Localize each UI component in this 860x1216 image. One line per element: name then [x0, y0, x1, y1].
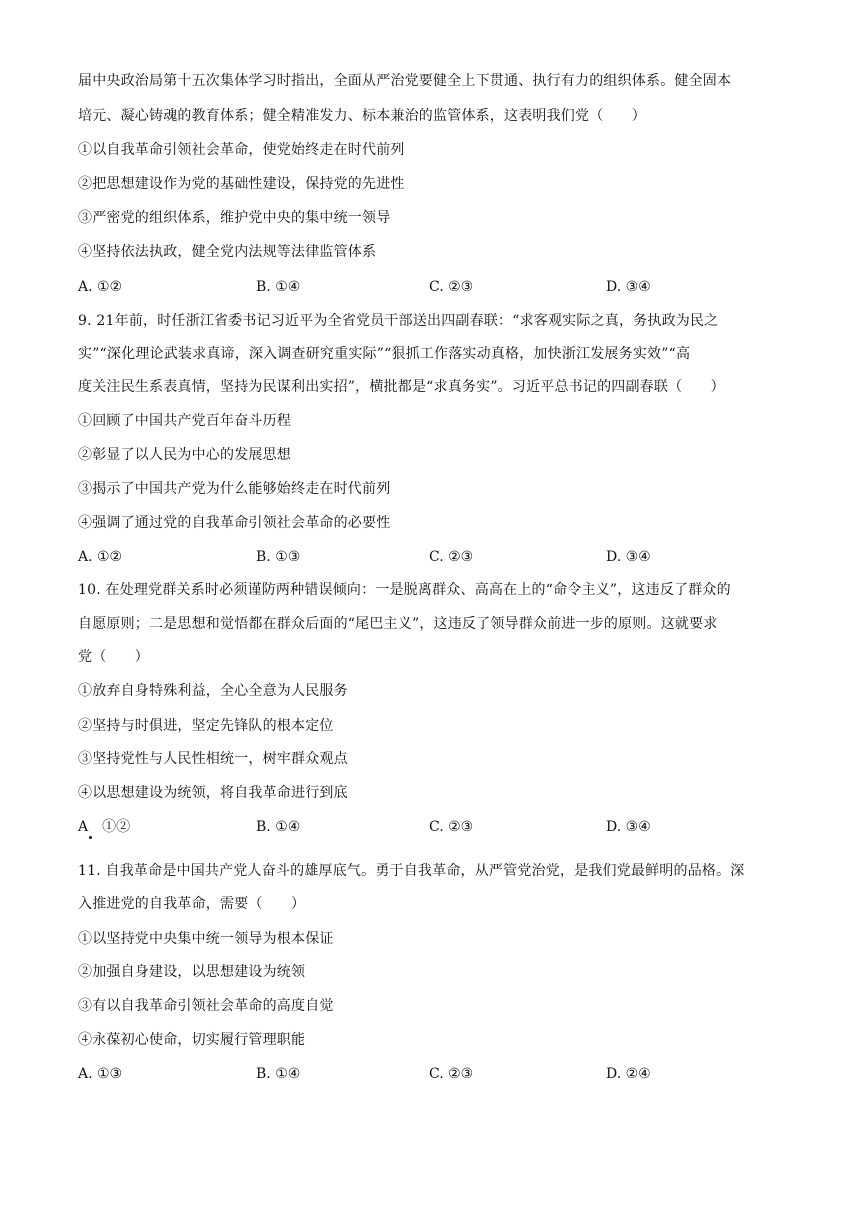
- q8-option-d: D. ③④: [606, 279, 651, 295]
- q9-option-c: C. ②③: [429, 549, 474, 565]
- q9-item-1: ①回顾了中国共产党百年奋斗历程: [78, 413, 291, 429]
- q10-option-d: D. ③④: [606, 819, 651, 835]
- q11-option-b: B. ①④: [256, 1066, 301, 1082]
- q9-stem-line-3: 度关注民生系表真情，坚持为民谋利出实招”，横批都是“求真务实”。习近平总书记的四副春联（ ）: [78, 379, 725, 395]
- q10-option-a: A ①②: [78, 819, 131, 835]
- q11-option-a: A. ①③: [78, 1066, 123, 1082]
- q11-item-4: ④永葆初心使命，切实履行管理职能: [78, 1032, 306, 1048]
- q10-item-4: ④以思想建设为统领，将自我革命进行到底: [78, 785, 348, 801]
- q10-stem-line-3: 党（ ）: [78, 649, 149, 665]
- q10-item-2: ②坚持与时俱进，坚定先锋队的根本定位: [78, 718, 334, 734]
- q11-stem-line-1: 11. 自我革命是中国共产党人奋斗的雄厚底气。勇于自我革命，从严管党治党，是我们党最鲜明的品格。深: [78, 863, 745, 879]
- q10-option-b: B. ①④: [256, 819, 301, 835]
- q8-item-3: ③严密党的组织体系，维护党中央的集中统一领导: [78, 210, 391, 226]
- q8-option-c: C. ②③: [429, 279, 474, 295]
- q8-stem-line-2: 培元、凝心铸魂的教育体系；健全精准发力、标本兼治的监管体系，这表明我们党（ ）: [78, 108, 646, 124]
- q9-item-3: ③揭示了中国共产党为什么能够始终走在时代前列: [78, 481, 391, 497]
- q8-options: [78, 277, 790, 297]
- q10-option-c: C. ②③: [429, 819, 474, 835]
- q11-options: [78, 1064, 790, 1084]
- q9-stem-line-1: 9. 21年前，时任浙江省委书记习近平为全省党员干部送出四副春联：“求客观实际之真，务执政为民之: [78, 313, 719, 329]
- q11-option-c: C. ②③: [429, 1066, 474, 1082]
- q11-option-d: D. ②④: [606, 1066, 651, 1082]
- stray-dot-mark: [89, 836, 92, 839]
- q10-stem-line-2: 自愿原则；二是思想和觉悟都在群众后面的“尾巴主义”，这违反了领导群众前进一步的原则。这就要求: [78, 616, 718, 632]
- q10-options: [78, 817, 790, 837]
- q11-item-3: ③有以自我革命引领社会革命的高度自觉: [78, 998, 334, 1014]
- q8-option-a: A. ①②: [78, 279, 123, 295]
- q8-item-4: ④坚持依法执政，健全党内法规等法律监管体系: [78, 244, 377, 260]
- q8-stem-line-1: 届中央政治局第十五次集体学习时指出，全面从严治党要健全上下贯通、执行有力的组织体系。健全固本: [78, 73, 732, 89]
- q10-item-1: ①放弃自身特殊利益，全心全意为人民服务: [78, 683, 348, 699]
- q8-item-2: ②把思想建设作为党的基础性建设，保持党的先进性: [78, 176, 405, 192]
- q9-item-2: ②彰显了以人民为中心的发展思想: [78, 447, 291, 463]
- q10-item-3: ③坚持党性与人民性相统一，树牢群众观点: [78, 751, 348, 767]
- q9-option-a: A. ①②: [78, 549, 123, 565]
- q9-option-d: D. ③④: [606, 549, 651, 565]
- q9-option-b: B. ①③: [256, 549, 301, 565]
- q9-stem-line-2: 实”“深化理论武装求真谛，深入调查研究重实际”“狠抓工作落实动真格，加快浙江发展务实效”“高: [78, 346, 691, 362]
- q11-item-2: ②加强自身建设，以思想建设为统领: [78, 964, 306, 980]
- q8-option-b: B. ①④: [256, 279, 301, 295]
- q10-stem-line-1: 10. 在处理党群关系时必须谨防两种错误倾向：一是脱离群众、高高在上的“命令主义”，这违反了群众的: [78, 582, 731, 598]
- q8-item-1: ①以自我革命引领社会革命，使党始终走在时代前列: [78, 142, 405, 158]
- q11-stem-line-2: 入推进党的自我革命，需要（ ）: [78, 896, 306, 912]
- q11-item-1: ①以坚持党中央集中统一领导为根本保证: [78, 931, 334, 947]
- q9-options: [78, 547, 790, 567]
- q9-item-4: ④强调了通过党的自我革命引领社会革命的必要性: [78, 515, 391, 531]
